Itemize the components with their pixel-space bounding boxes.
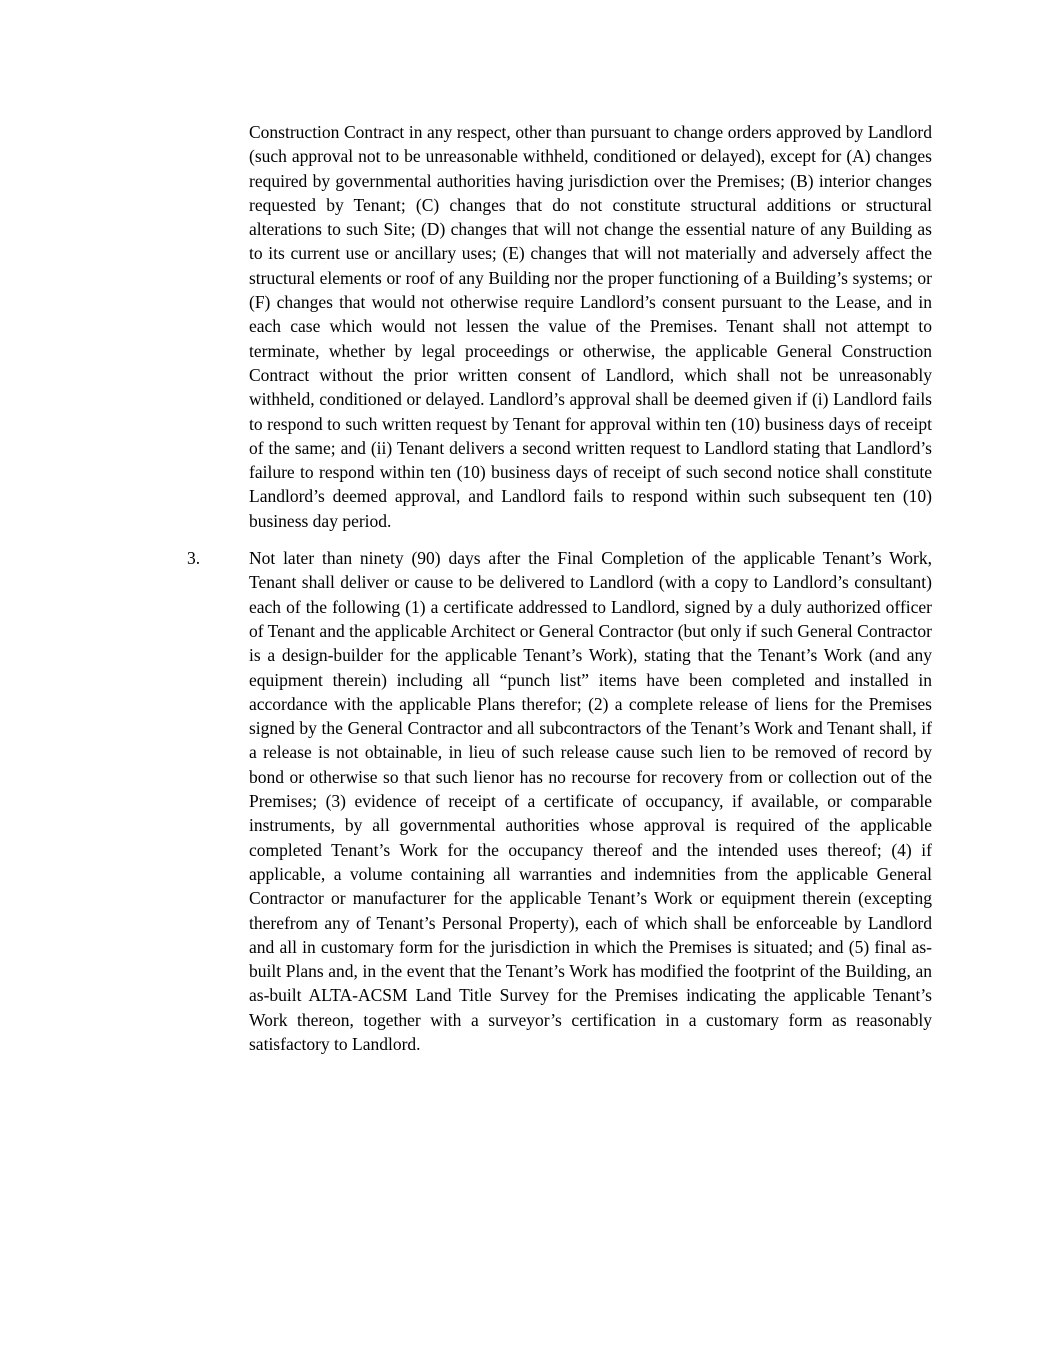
paragraph-3 — [187, 546, 932, 1056]
paragraph-continuation-text: Construction Contract in any respect, other than pursuant to change orders approved by Landlord (such approval not to be unreasonable withheld, conditioned or delayed), except for (A) changes required by governmental authorities having jurisdiction over the Premises; (B) interior changes requested by Tenant; (C) changes that do not constitute structural additions or structural alterations to such Site; (D) changes that will not change the essential nature of any Building as to its current use or ancillary uses; (E) changes that will not materially and adversely affect the structural elements or roof of any Building nor the proper functioning of a Building’s systems; or (F) changes that would not otherwise require Landlord’s consent pursuant to the Lease, and in each case which would not lessen the value of the Premises. Tenant shall not attempt to terminate, whether by legal proceedings or otherwise, the applicable General Construction Contract without the prior written consent of Landlord, which shall not be unreasonably withheld, conditioned or delayed. Landlord’s approval shall be deemed given if (i) Landlord fails to respond to such written request by Tenant for approval within ten (10) business days of receipt of the same; and (ii) Tenant delivers a second written request to Landlord stating that Landlord’s failure to respond within ten (10) business days of receipt of such second notice shall constitute Landlord’s deemed approval, and Landlord fails to respond within such subsequent ten (10) business day period. — [249, 122, 932, 531]
paragraph-3-number: 3. — [187, 548, 201, 569]
document-text-block — [187, 120, 932, 1056]
paragraph-3-text: Not later than ninety (90) days after the Final Completion of the applicable Tenant’s Work, Tenant shall deliver or cause to be delivered to Landlord (with a copy to Landlord’s consultant) each of the following (1) a certificate addressed to Landlord, signed by a duly authorized officer of Tenant and the applicable Architect or General Contractor (but only if such General Contractor is a design-builder for the applicable Tenant’s Work), stating that the Tenant’s Work (and any equipment therein) including all “punch list” items have been completed and installed in accordance with the applicable Plans therefor; (2) a complete release of liens for the Premises signed by the General Contractor and all subcontractors of the Tenant’s Work and Tenant shall, if a release is not obtainable, in lieu of such release cause such lien to be removed of record by bond or otherwise so that such lienor has no recourse for recovery from or collection out of the Premises; (3) evidence of receipt of a certificate of occupancy, if available, or comparable instruments, by all governmental authorities whose approval is required of the applicable completed Tenant’s Work for the occupancy thereof and the intended uses thereof; (4) if applicable, a volume containing all warranties and indemnities from the applicable General Contractor or manufacturer for the applicable Tenant’s Work or equipment therein (excepting therefrom any of Tenant’s Personal Property), each of which shall be enforceable by Landlord and all in customary form for the jurisdiction in which the Premises is situated; and (5) final as-built Plans and, in the event that the Tenant’s Work has modified the footprint of the Building, an as-built ALTA-ACSM Land Title Survey for the Premises indicating the applicable Tenant’s Work thereon, together with a surveyor’s certification in a customary form as reasonably satisfactory to Landlord. — [249, 548, 932, 1054]
paragraph-continuation — [187, 120, 932, 533]
